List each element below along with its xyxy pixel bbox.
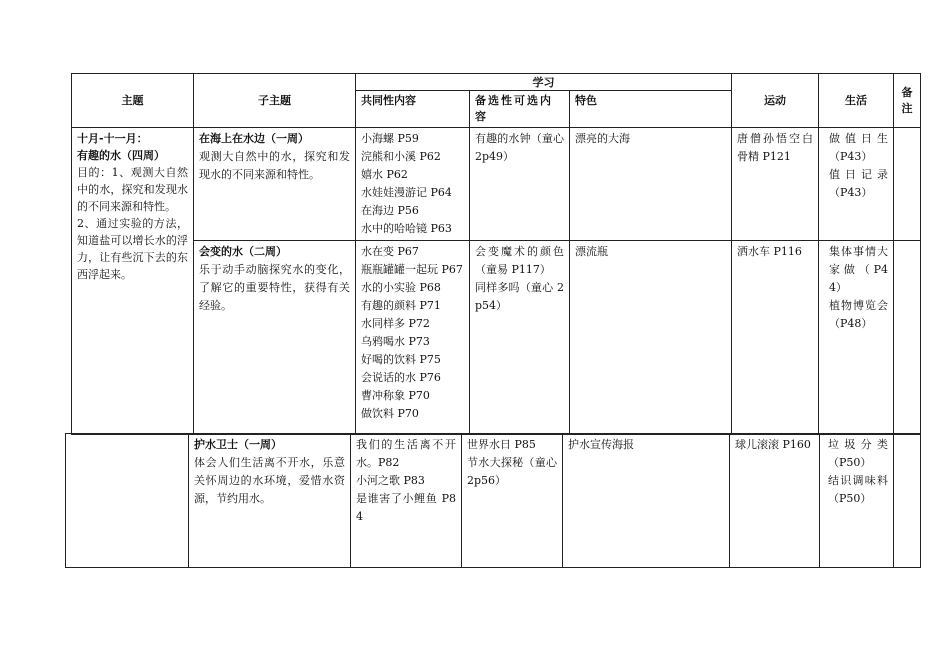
common-item: 我们的生活离不开水。P82 <box>356 438 456 469</box>
subtheme-desc-3: 体会人们生活离不开水，乐意关怀周边的水环境，爱惜水资源，节约用水。 <box>194 456 345 505</box>
subtheme-title-1: 在海上在水边（一周） <box>199 132 309 145</box>
life-item: 做值日生（P43） <box>829 132 888 163</box>
life-item: 植物博览会（P48） <box>829 299 888 330</box>
sport-cell-3: 球儿滚滚 P160 <box>730 434 820 568</box>
common-item: 曹冲称象 P70 <box>361 389 430 402</box>
header-optional: 备选性可选内容 <box>470 91 570 128</box>
common-item: 水在变 P67 <box>361 245 419 258</box>
common-item: 有趣的颜料 P71 <box>361 299 441 312</box>
subtheme-cell-3 <box>189 434 351 568</box>
common-item: 嬉水 P62 <box>361 168 408 181</box>
theme-goal-1: 目的：1、观测大自然中的水，探究和发现水的不同来源和特性。 <box>77 166 188 213</box>
common-item: 水中的哈哈镜 P63 <box>361 222 452 235</box>
remark-cell-1 <box>894 128 921 241</box>
feature-cell-1: 漂亮的大海 <box>570 128 732 241</box>
optional-cell-3 <box>462 434 563 568</box>
header-remark: 备注 <box>894 74 921 128</box>
sport-cell-2: 洒水车 P116 <box>732 241 819 435</box>
plan-table-top <box>71 73 921 435</box>
theme-goal-2: 2、通过实验的方法，知道盐可以增长水的浮力，让有些沉下去的东西浮起来。 <box>77 217 188 281</box>
common-cell-3 <box>351 434 462 568</box>
header-subtheme: 子主题 <box>194 74 356 128</box>
plan-table-bottom <box>65 433 921 568</box>
header-feature: 特色 <box>570 91 732 128</box>
common-item: 小河之歌 P83 <box>356 474 425 487</box>
common-item: 水的小实验 P68 <box>361 281 441 294</box>
remark-cell-3 <box>894 434 921 568</box>
header-study: 学习 <box>356 74 732 91</box>
common-item: 会说话的水 P76 <box>361 371 441 384</box>
life-cell-1 <box>819 128 894 241</box>
optional-item: 会变魔术的颜色（童易 P117） <box>475 245 564 276</box>
life-item: 值日记录（P43） <box>829 168 888 199</box>
common-item: 浣熊和小溪 P62 <box>361 150 441 163</box>
common-item: 小海螺 P59 <box>361 132 419 145</box>
life-item: 垃圾分类（P50） <box>828 438 888 469</box>
optional-item: 同样多吗（童心 2p54） <box>475 281 564 312</box>
common-item: 好喝的饮料 P75 <box>361 353 441 366</box>
life-cell-2 <box>819 241 894 435</box>
common-cell-2 <box>356 241 470 435</box>
remark-cell-2 <box>894 241 921 435</box>
subtheme-cell-2 <box>194 241 356 435</box>
common-item: 水娃娃漫游记 P64 <box>361 186 452 199</box>
subtheme-cell-1 <box>194 128 356 241</box>
header-theme: 主题 <box>72 74 194 128</box>
feature-cell-2: 漂流瓶 <box>570 241 732 435</box>
theme-title: 十月-十一月： <box>77 132 148 145</box>
life-item: 集体事情大家做（P44） <box>829 245 888 294</box>
header-life: 生活 <box>819 74 894 128</box>
optional-item: 节水大探秘（童心 2p56） <box>467 456 557 487</box>
optional-item: 世界水日 P85 <box>467 438 536 451</box>
theme-cell <box>72 128 194 435</box>
subtheme-title-2: 会变的水（二周） <box>199 245 287 258</box>
header-sport: 运动 <box>732 74 819 128</box>
header-common: 共同性内容 <box>356 91 470 128</box>
common-item: 瓶瓶罐罐一起玩 P67 <box>361 263 463 276</box>
optional-item: 有趣的水钟（童心 2p49） <box>475 132 564 163</box>
common-cell-1 <box>356 128 470 241</box>
common-item: 乌鸦喝水 P73 <box>361 335 430 348</box>
feature-cell-3: 护水宣传海报 <box>563 434 730 568</box>
sport-cell-1: 唐僧孙悟空白骨精 P121 <box>732 128 819 241</box>
theme-cell-empty <box>66 434 189 568</box>
common-item: 水同样多 P72 <box>361 317 430 330</box>
subtheme-desc-1: 观测大自然中的水，探究和发现水的不同来源和特性。 <box>199 150 350 181</box>
common-item: 在海边 P56 <box>361 204 419 217</box>
optional-cell-1 <box>470 128 570 241</box>
life-cell-3 <box>820 434 894 568</box>
subtheme-title-3: 护水卫士（一周） <box>194 438 282 451</box>
subtheme-desc-2: 乐于动手动脑探究水的变化，了解它的重要特性，获得有关经验。 <box>199 263 350 312</box>
common-item: 做饮料 P70 <box>361 407 419 420</box>
theme-subtitle: 有趣的水（四周） <box>77 149 165 162</box>
life-item: 结识调味料（P50） <box>828 474 888 505</box>
optional-cell-2 <box>470 241 570 435</box>
common-item: 是谁害了小鲤鱼 P84 <box>356 492 456 523</box>
